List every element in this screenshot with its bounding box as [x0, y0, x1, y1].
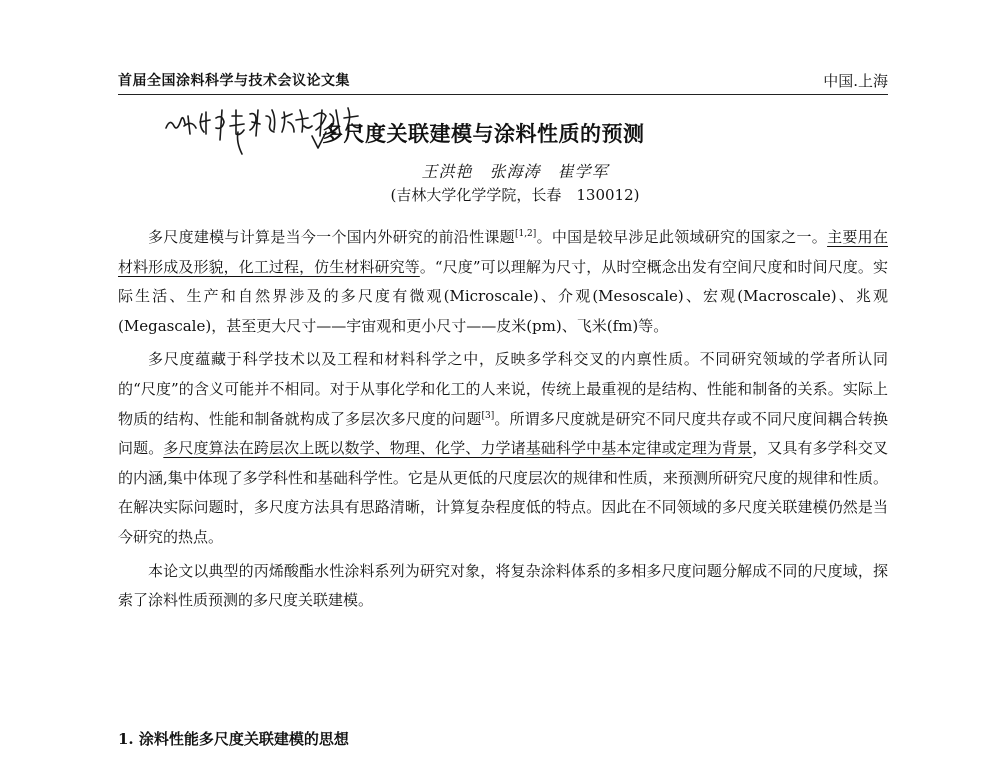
- paper-title: 多尺度关联建模与涂料性质的预测: [322, 121, 645, 146]
- p2-text-a: 多尺度蕴藏于科学技术以及工程和材料科学之中，反映多学科交叉的内禀性质。不同研究领域的学者所认同的“尺度”的含义可能并不相同。对于从事化学和化工的人来说，传统上最重视的是结构、性能和制备的关系。实际上物质的结构、性能和制备就构成了多层次多尺度的问题: [118, 350, 888, 428]
- proceedings-title: 首届全国涂料科学与技术会议论文集: [118, 73, 350, 89]
- p1-underlined-text: 主要用在材料形成及形貌，化工过程，仿生材料研究等: [118, 228, 888, 276]
- section-heading: 1. 涂料性能多尺度关联建模的思想: [118, 730, 349, 748]
- author-list: 王洪艳 张海涛 崔学军: [421, 162, 609, 181]
- p2-text-b: 。所谓多尺度就是研究不同尺度共存或不同尺度间耦合转换问题。: [118, 409, 888, 458]
- p2-text-c: ，又具有多学科交叉的内涵,集中体现了多学科性和基础科学性。它是从更低的尺度层次的规律和性质，来预测所研究尺度的规律和性质。在解决实际问题时，多尺度方法具有思路清晰，计算复杂程度低的特点。因此在不同领域的多尺度关联建模仍然是当今研究的热点。: [118, 439, 888, 546]
- citation-3: [3]: [481, 410, 495, 421]
- author-affiliation: (吉林大学化学学院，长春 130012): [390, 186, 640, 204]
- p2-underlined-text: 多尺度算法在跨层次上既以数学、物理、化学、力学诸基础科学中基本定律或定理为背景: [163, 439, 753, 458]
- p1-text-b: 。中国是较早涉足此领域研究的国家之一。: [536, 228, 828, 246]
- body-text: [118, 223, 888, 620]
- conference-location: 中国.上海: [823, 72, 888, 90]
- paragraph-3: 本论文以典型的丙烯酸酯水性涂料系列为研究对象，将复杂涂料体系的多相多尺度问题分解成不同的尺度域，探索了涂料性质预测的多尺度关联建模。: [118, 561, 888, 610]
- running-header: [118, 68, 888, 95]
- p1-text-c: 。“尺度”可以理解为尺寸，从时空概念出发有空间尺度和时间尺度。实际生活、生产和自然界涉及的多尺度有微观(Microscale)、介观(Mesoscale)、宏观(Macroscale)、兆观(Megascale)，甚至更大尺寸——宇宙观和更小尺寸——皮米(pm)、飞米(fm)等。: [118, 257, 888, 335]
- citation-1-2: [1,2]: [514, 229, 537, 239]
- paragraph-1: [118, 223, 888, 341]
- paragraph-2: [118, 345, 888, 552]
- p1-text-a: 多尺度建模与计算是当今一个国内外研究的前沿性课题: [148, 228, 515, 246]
